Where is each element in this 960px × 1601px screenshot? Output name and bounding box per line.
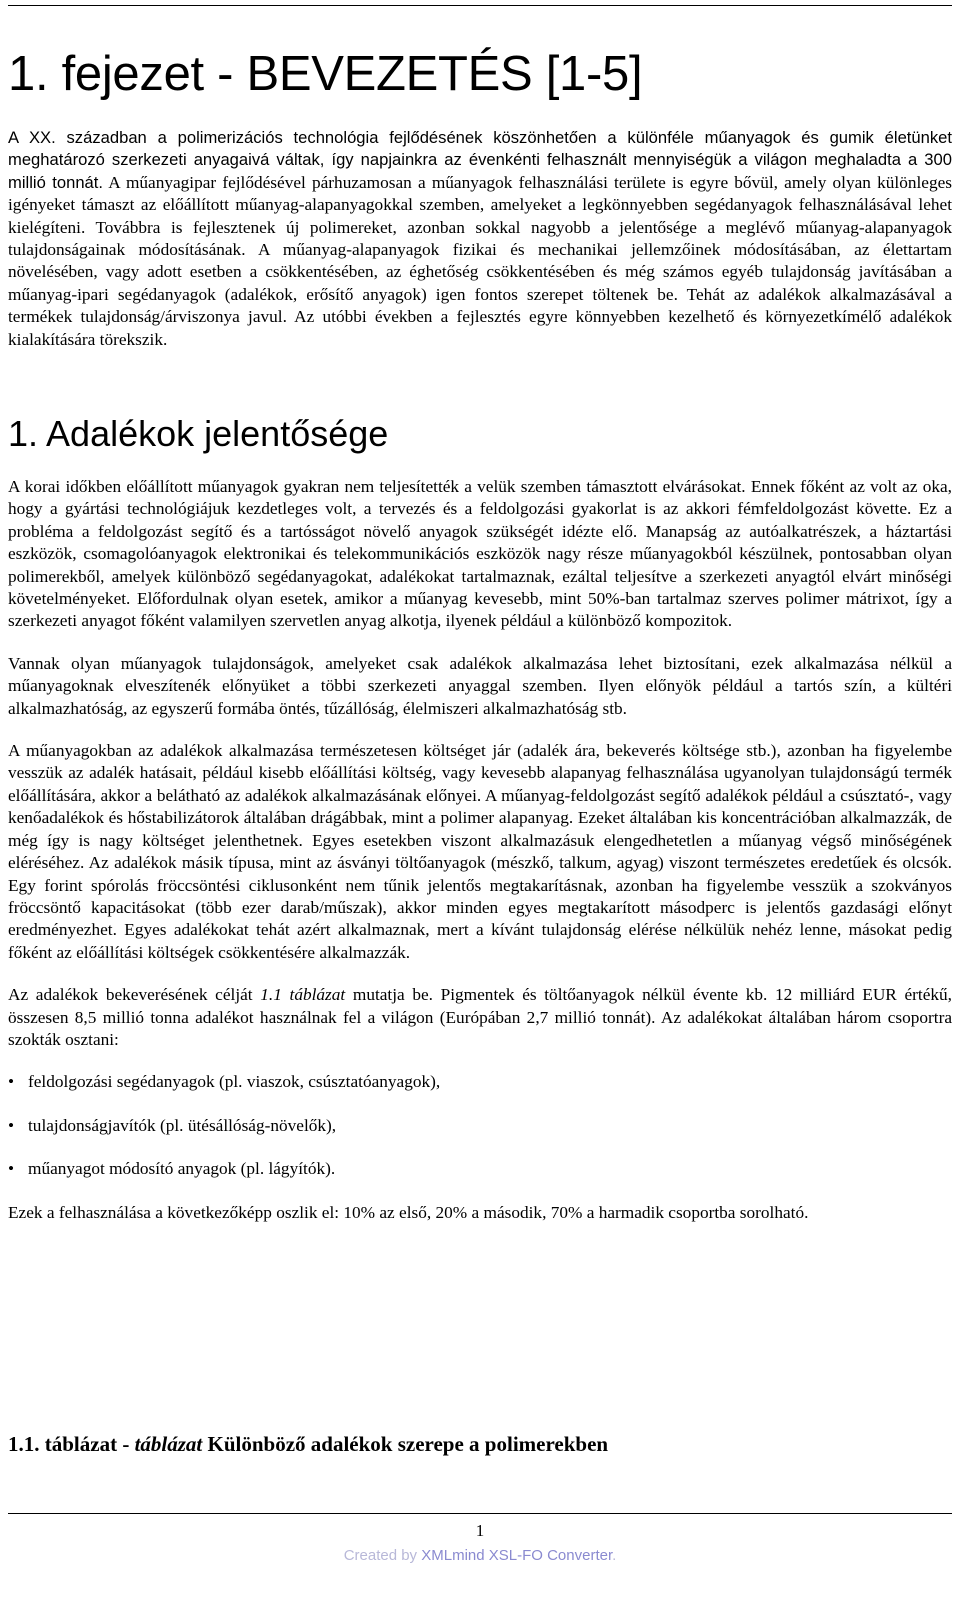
section-paragraph-1: A korai időkben előállított műanyagok gyakran nem teljesítették a velük szemben támasztott elvárásokat. Ennek főként az volt az oka, hogy a gyártási technológiájuk kezdetleges volt, a tervezés és a feldolgozási gyakorlat is az akkori fémfeldolgozást követte. Ez a probléma a feldolgozást segítő és a tartósságot növelő anyagok szükségét idézte elő. Manapság az autóalkatrészek, a háztartási eszközök, csomagolóanyagok elektronikai és telekommunikációs eszközök nagy része műanyagokból készülnek, pontosabban olyan polimerekből, amelyek különböző segédanyagokat, adalékokat tartalmaznak, ezáltal teljesítve a szerkezeti anyagtól elvárt minőségi követelményeket. Előfordulnak olyan esetek, amikor a műanyag kevesebb, mint 50%-ban tartalmaz szerves polimer mátrixot, így a szerkezeti anyagot főként valamilyen szervetlen anyag alkotja, ilyenek például a különböző kompozitok. bbox=[8, 477, 952, 631]
bullet-icon: • bbox=[8, 1159, 15, 1179]
list-item bbox=[8, 1115, 952, 1137]
section-paragraph-3: A műanyagokban az adalékok alkalmazása természetesen költséget jár (adalék ára, bekeverés költsége stb.), azonban ha figyelembe vesszük az adalék hatásait, például kisebb előállítási költség, vagy kevesebb alapanyag felhasználása ugyanolyan tulajdonságú termék előállítására, akkor a belátható az adalékok alkalmazásának előnyei. A műanyag-feldolgozást segítő adalékok például a csúsztató-, vagy kenőadalékok és hőstabilizátorok általában drágábbak, mint a polimer alapanyag. Ezeket általában kis koncentrációban alkalmazzák, de még így is nagy költséget jelenthetnek. Egyes esetekben viszont alkalmazásuk elengedhetetlen a műanyag végső minőségének eléréséhez. Az adalékok másik típusa, mint az ásványi töltőanyagok (mészkő, talkum, agyag) viszont természetes eredetűek és olcsók. Egy forint spórolás fröccsöntési ciklusonként nem tűnik jelentős megtakarításnak, azonban ha figyelembe vesszük a szokványos fröccsöntő kapacitásokat (több ezer darab/műszak), akkor minden egyes megtakarított másodperc is jelentős gazdasági előnyt eredményezhet. Egyes adalékokat tehát azért alkalmaznak, mert a kívánt tulajdonság elérése nélkülük nehéz lenne, másokat pedig főként az előállítási költségek csökkentésére alkalmazzák. bbox=[8, 741, 952, 962]
intro-lead-text: A XX. században a polimerizációs technológia fejlődésének köszönhetően a különféle műanyagok és gumik életünket meghatározó szerkezeti anyagaivá váltak, így napjainkra az évenkénti felhasznált mennyiségük a világon meghaladta a 300 millió tonnát. bbox=[8, 128, 952, 192]
table-caption-prefix: 1.1. táblázat - bbox=[8, 1432, 135, 1456]
generator-prefix: Created by bbox=[343, 1547, 422, 1564]
generator-brand-link[interactable]: XMLmind XSL-FO Converter bbox=[421, 1547, 613, 1564]
intro-paragraph bbox=[8, 127, 952, 351]
table-ref-before: Az adalékok bekeverésének célját bbox=[8, 985, 261, 1005]
table-reference-link[interactable]: 1.1 táblázat bbox=[260, 985, 346, 1005]
list-item bbox=[8, 1158, 952, 1180]
list-item-text: műanyagot módosító anyagok (pl. lágyítók). bbox=[28, 1159, 336, 1179]
intro-body-text: A műanyagipar fejlődésével párhuzamosan a műanyagok felhasználási területe is egyre bővül, amely olyan különleges igényeket támaszt az előállított műanyag-alapanyagokkal szemben, amelyeket a legkönnyebben segédanyagok felhasználásával lehet kielégíteni. Továbbra is fejlesztenek új polimereket, azonban sokkal nagyobb a jelentősége a meglévő műanyag-alapanyagok tulajdonságainak módosításának. A műanyag-alapanyagok fizikai és mechanikai jellemzőinek módosításában, az élettartam növelésében, vagy adott esetben a csökkentésében, az éghetőség csökkentésében és még számos egyéb tulajdonság javításában a műanyag-ipari segédanyagok (adalékok, erősítő anyagok) igen fontos szerepet töltenek be. Tehát az adalékok alkalmazásával a termékek tulajdonság/árviszonya javul. Az utóbbi években a fejlesztés egyre könnyebben kezelhető és környezetkímélő adalékok kialakítására törekszik. bbox=[8, 172, 952, 349]
section-paragraph-2: Vannak olyan műanyagok tulajdonságok, amelyeket csak adalékok alkalmazása lehet biztosítani, ezek alkalmazása nélkül a műanyagoknak elveszítenék előnyüket a többi szerkezeti anyaggal szemben. Ilyen előnyök például a tartós szín, a kültéri alkalmazhatóság, az egyszerű formába öntés, tűzállóság, élelmiszeri alkalmazhatóság stb. bbox=[8, 653, 952, 718]
list-item-text: feldolgozási segédanyagok (pl. viaszok, csúsztatóanyagok), bbox=[28, 1072, 441, 1092]
additive-group-list bbox=[8, 1071, 952, 1180]
section-body bbox=[8, 476, 952, 1244]
footer-divider bbox=[8, 1513, 952, 1514]
chapter-title: 1. fejezet - BEVEZETÉS [1-5] bbox=[8, 47, 643, 101]
top-divider bbox=[8, 5, 952, 6]
bullet-icon: • bbox=[8, 1115, 15, 1135]
list-item-text: tulajdonságjavítók (pl. ütésállóság-növelők), bbox=[28, 1115, 337, 1135]
table-reference-paragraph bbox=[8, 984, 952, 1051]
bullet-icon: • bbox=[8, 1072, 15, 1092]
generator-note bbox=[0, 1547, 960, 1564]
section-title: 1. Adalékok jelentősége bbox=[8, 413, 389, 454]
generator-suffix: . bbox=[612, 1547, 617, 1564]
page-number: 1 bbox=[475, 1521, 485, 1540]
table-caption bbox=[8, 1430, 608, 1458]
table-ref-after: mutatja be. Pigmentek és töltőanyagok nélkül évente kb. 12 milliárd EUR értékű, összesen 8,5 millió tonna adalékot használnak fel a világon (Európában 2,7 millió tonnát). Az adalékokat általában három csoportra szokták osztani: bbox=[8, 985, 952, 1049]
table-caption-italic: táblázat bbox=[134, 1432, 203, 1456]
list-item bbox=[8, 1071, 952, 1093]
table-caption-title: Különböző adalékok szerepe a polimerekben bbox=[202, 1432, 609, 1456]
closing-paragraph: Ezek a felhasználása a következőképp oszlik el: 10% az első, 20% a második, 70% a harmadik csoportba sorolható. bbox=[8, 1202, 809, 1222]
